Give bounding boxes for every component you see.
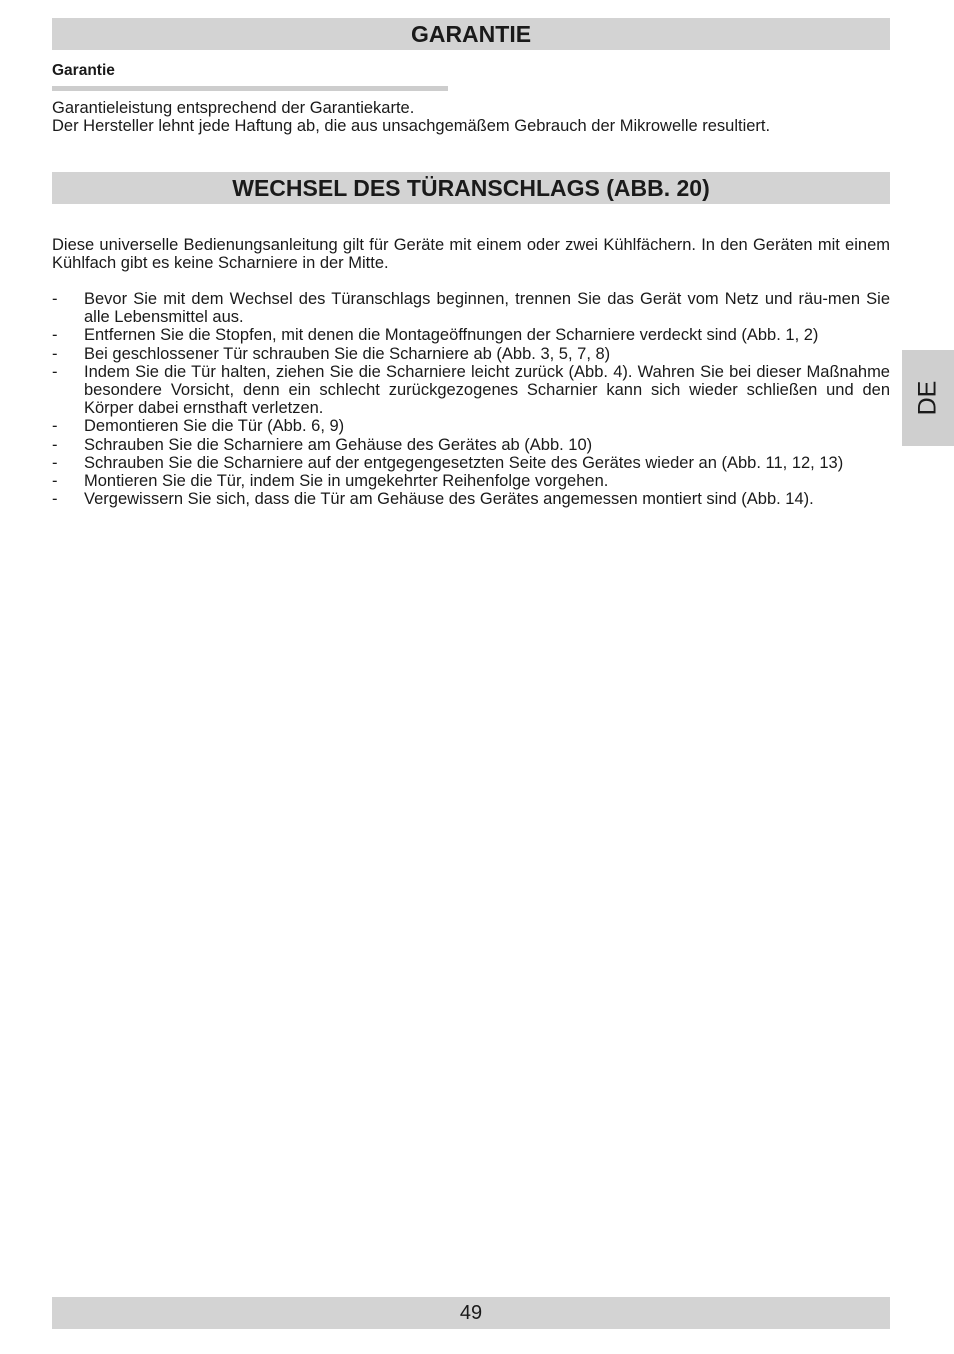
- list-item: [52, 290, 890, 326]
- list-item: [52, 326, 890, 344]
- bullet-dash: -: [52, 453, 58, 472]
- step-text: Bei geschlossener Tür schrauben Sie die Scharniere ab (Abb. 3, 5, 7, 8): [84, 344, 611, 363]
- subheading-divider: [52, 86, 448, 91]
- garantie-section-title: GARANTIE: [52, 18, 890, 50]
- step-text: Vergewissern Sie sich, dass die Tür am Gehäuse des Gerätes angemessen montiert sind (Abb. 14).: [84, 490, 814, 509]
- page-number: 49: [52, 1297, 890, 1329]
- list-item: [52, 454, 890, 472]
- garantie-text: [52, 99, 890, 135]
- list-item: [52, 345, 890, 363]
- list-item: [52, 363, 890, 418]
- wechsel-section-title: WECHSEL DES TÜRANSCHLAGS (ABB. 20): [52, 172, 890, 204]
- list-item: [52, 490, 890, 508]
- bullet-dash: -: [52, 326, 58, 345]
- step-text: Montieren Sie die Tür, indem Sie in umgekehrter Reihenfolge vorgehen.: [84, 472, 609, 491]
- garantie-line-1: Garantieleistung entsprechend der Garantiekarte.: [52, 99, 415, 117]
- step-text: Schrauben Sie die Scharniere auf der entgegengesetzten Seite des Gerätes wieder an (Abb. 11, 12, 13): [84, 453, 844, 472]
- step-text: Indem Sie die Tür halten, ziehen Sie die Scharniere leicht zurück (Abb. 4). Wahren Sie bei dieser Maßnahme besondere Vorsicht, denn ein schlecht zurückgezogenes Scharnier kann sich wieder schließen und den Körper dabei ernsthaft verletzen.: [84, 362, 890, 418]
- bullet-dash: -: [52, 290, 58, 308]
- list-item: [52, 417, 890, 435]
- step-text: Demontieren Sie die Tür (Abb. 6, 9): [84, 417, 345, 436]
- list-item: [52, 436, 890, 454]
- bullet-dash: -: [52, 362, 58, 381]
- language-tab-label: DE: [913, 380, 942, 416]
- bullet-dash: -: [52, 490, 58, 509]
- step-text: Schrauben Sie die Scharniere am Gehäuse des Gerätes ab (Abb. 10): [84, 435, 593, 454]
- list-item: [52, 472, 890, 490]
- language-tab: [902, 350, 954, 446]
- steps-list: [52, 290, 890, 508]
- bullet-dash: -: [52, 472, 58, 491]
- bullet-dash: -: [52, 417, 58, 436]
- step-text: Bevor Sie mit dem Wechsel des Türanschlags beginnen, trennen Sie das Gerät vom Netz und räu-men Sie alle Lebensmittel aus.: [84, 290, 890, 327]
- garantie-subheading: Garantie: [52, 62, 115, 79]
- garantie-line-2: Der Hersteller lehnt jede Haftung ab, die aus unsachgemäßem Gebrauch der Mikrowelle resultiert.: [52, 117, 771, 136]
- bullet-dash: -: [52, 435, 58, 454]
- wechsel-intro-text: Diese universelle Bedienungsanleitung gilt für Geräte mit einem oder zwei Kühlfächern. In den Geräten mit einem Kühlfach gibt es keine Scharniere in der Mitte.: [52, 236, 890, 273]
- bullet-dash: -: [52, 344, 58, 363]
- step-text: Entfernen Sie die Stopfen, mit denen die Montageöffnungen der Scharniere verdeckt sind (Abb. 1, 2): [84, 326, 819, 345]
